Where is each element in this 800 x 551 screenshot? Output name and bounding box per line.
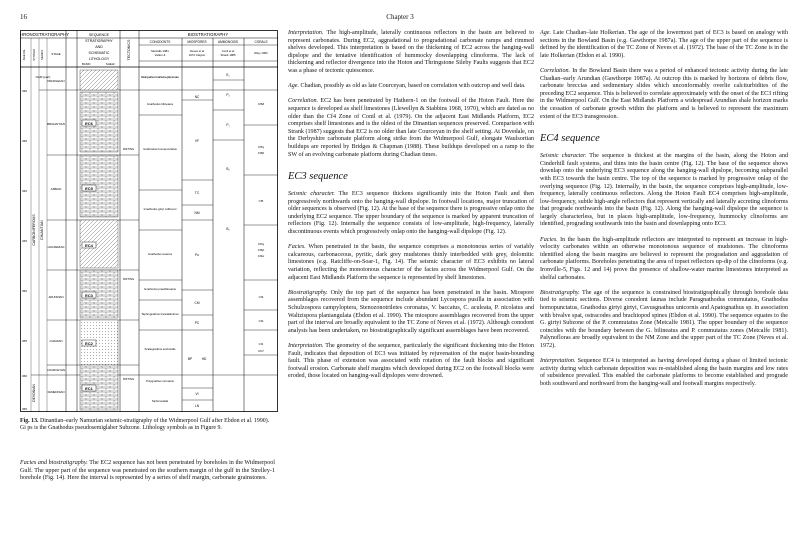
miospore-zone: Pu (195, 253, 199, 257)
col-corals: CORALS (254, 40, 268, 44)
para-label: Seismic character. (540, 153, 587, 160)
seq-ec1: EC1 (85, 386, 93, 391)
ammonoid-zone: B₂ (226, 167, 230, 171)
age-tick: 340 (22, 189, 28, 193)
col-sequence-title-4: SCHEMATIC (88, 51, 110, 55)
coral-zone: Cf6γ (257, 145, 265, 149)
paragraph: Chadian, possibly as old as late Courceyan, based on correlation with outcrop and well data. (300, 83, 526, 90)
conodont-zone: Taphrognathus transatlanticus (141, 312, 179, 316)
ref-conil: Conil et al (221, 49, 235, 53)
caption-text: Dinantian–early Namurian seismic-stratigraphy of the Widmerpool Gulf after Ebdon et al. 1990). Gi ps is the Gnathodus pseudosemiglaber Subzone. Lithology symbols as in Figure 9. (20, 418, 270, 432)
col-sequence-title-3: AND (95, 45, 103, 49)
stage-brigantian: BRIGANTIAN (47, 122, 65, 126)
para-label: Facies. (540, 236, 558, 243)
miospore-zone: NC (194, 95, 200, 99)
conodont-zone: Siphonodella (151, 399, 169, 403)
coral-zone: Cf6β (257, 151, 265, 155)
litho-namurian (80, 70, 118, 90)
coral-zone: Cf3 (258, 295, 264, 299)
tect-rifting: RIFTING (123, 147, 135, 151)
col-sequence-title: SEQUENCE (88, 33, 110, 37)
seq-ec2: EC2 (85, 341, 93, 346)
figure-caption (20, 418, 275, 432)
coral-zone: Cf1 (258, 342, 264, 346)
coral-zone: Cf4α (257, 254, 265, 258)
para-label: Correlation. (288, 98, 319, 105)
coral-zone: Cf4β (257, 248, 265, 252)
age-tick: 350 (22, 289, 28, 293)
shelf-label: SHELF (106, 62, 116, 66)
paragraph: Late Chadian–late Holkerian. The age of the lowermost part of EC3 is based on analogy with sections in the Bowland Basin (e.g. Gawthorpe 1987a). The age of the upper part of the sequence is defined by the identification of the TC Zone of Neves et al. (1972). The base of the TC Zone is in the late Holkerian (Ebdon et al. 1990). (540, 30, 789, 59)
system-devonian: DEVONIAN (32, 384, 36, 402)
para-label: Biostratigraphy. (540, 289, 580, 296)
ref-strank: Strank 1985 (220, 53, 236, 57)
para-label: Correlation. (540, 67, 571, 74)
miospore-zone: PC (194, 321, 200, 325)
ammonoid-zone: B₁ (226, 227, 230, 231)
series-dinantian: DINANTIAN (40, 220, 44, 240)
conodont-zone: Gnathodus praebilineatus (144, 287, 176, 291)
ref-clayton: 1972 Clayton (188, 53, 206, 57)
ammonoid-zone: P₁ (226, 123, 230, 127)
ref-varker: Varker & (154, 53, 166, 57)
stage-famennian: FAMENNIAN (47, 390, 65, 394)
stage-arundian: ARUNDIAN (48, 295, 64, 299)
paragraph: Only the top part of the sequence has been penetrated in the basin. Miospore assemblages recovered from the sequence include abundant Lycospora pusilla in association with Schulzospora campyloptera, Stenozonotriletes coronatus, V. baccatus, C. aculeata, P. nicolatus and Waltzispora planiangulata (Ebdon et al. 1990). The miospore assemblages recovered from the upper part of the interval are broadly equivalent to the TC Zone of Neves et al. (1972). Although conodont analysis has been undertaken, no biostratigraphically significant assemblages have been recovered. (288, 289, 534, 334)
para-label: Interpretation. (540, 358, 576, 365)
section-heading-ec3: EC3 sequence (288, 171, 348, 183)
paragraph: The geometry of the sequence, particularly the significant thickening into the Hoton Fault, indicates that deposition of EC3 was initiated by rejuvenation of the major basin-bounding fault. This phase of extension was associated with rotation of the fault blocks and significant footwall erosion. Carbonate shelf margins which developed during EC2 on the footwall blocks were eroded, those located on hanging-wall dipslopes were drowned. (288, 342, 534, 380)
col-miospores: MIOSPORES (187, 40, 207, 44)
caption-label: Fig. 13. (20, 418, 39, 424)
conodont-zone: Gnathodus homopunctatus (143, 147, 177, 151)
conodont-zone: Gnathodus texanus (147, 252, 173, 256)
miospore-zone: CM (194, 301, 200, 305)
para-label: Interpretation. (288, 342, 324, 349)
col-chronostratigraphy: CHRONOSTRATIGRAPHY (20, 32, 70, 37)
paragraph: The EC2 sequence has not been penetrated by boreholes in the Widmerpool Gulf. The upper part of the sequence was penetrated on the southern margin of the gulf in the Strelley-1 borehole (Fig. 14). Here the interval is represented by a series of shelf margin, carbonate grainstones. (20, 460, 275, 482)
paragraph: The high-amplitude, laterally continuous reflectors in the basin are believed to represent carbonates. During EC2, aggradational to progradational carbonate ramps and rimmed shelves developed. This interpretation is based on the thickening of EC2 across the hanging-wall dipslope and the tentative identification of hummocky downlapping clinoforms. The lack of thickening and reflector divergence into the Hoton and Thringstone Sileby Faults suggests that EC2 was a phase of tectonic quiescence. (288, 30, 534, 74)
para-label: Facies. (288, 244, 306, 251)
ammonoid-zone: E₁ (226, 73, 230, 77)
paragraph: Sequence EC4 is interpreted as having developed during a phase of limited tectonic activity during which carbonate deposition was re-established along the basin margins and low rates of subsidence prevailed. This enabled the carbonate platforms to become established and prograde both southward and northward from the hanging-wall and footwall margins respectively. (540, 358, 788, 387)
column-2-text (288, 30, 534, 389)
basin-label: BASIN (82, 62, 91, 66)
miospore-zone: LN (194, 404, 200, 408)
coral-zone: Cf4γ (257, 242, 265, 246)
col-tectonics: TECTONICS (127, 39, 131, 61)
stage-pendleian: PENDLEIAN (47, 79, 65, 83)
seq-ec4: EC4 (85, 243, 93, 248)
namurian-label: NAM (part) (35, 75, 51, 79)
col-sequence-title-2: STRATIGRAPHY (85, 39, 113, 43)
stage-asbian: ASBIAN (50, 187, 62, 191)
para-label: Interpretation. (288, 30, 324, 36)
para-label: Facies and biostratigraphy. (20, 460, 88, 466)
miospore-zone: TC (194, 191, 200, 195)
col-conodonts: CONODONTS (149, 40, 171, 44)
conodont-zone: Polygnathus inornatus (146, 379, 174, 383)
stage-courceyan: COURCEYAN (46, 368, 66, 372)
para-label: Age. (288, 83, 299, 90)
conodont-zone: Scaliognathus anchoralis (144, 347, 176, 351)
age-tick: 330 (22, 89, 28, 93)
miospore-zone: NM (194, 211, 200, 215)
section-heading-ec4: EC4 sequence (540, 133, 600, 145)
seq-ec6: EC6 (85, 121, 93, 126)
paragraph: When penetrated in the basin, the sequence comprises a monotonous series of variably calcareous, carbonaceous, pyritic, dark grey mudstones thinly interbedded with grey, dolomitic limestones (e.g. Ratcliffe-on-Soar-1, Fig. 14). The seismic character of EC3 exhibits no lateral variation, reflecting the monotonous character of the facies across the Widmerpool Gulf. On the adjacent East Midlands Platform the sequence is represented by shelf limestones. (288, 244, 535, 281)
seq-ec3: EC3 (85, 293, 93, 298)
system-carboniferous: CARBONIFEROUS (32, 214, 36, 246)
paragraph: The EC3 sequence thickens significantly into the Hoton Fault and then progressively northwards onto the hanging-wall dipslope. In footwall locations, major truncation of older sequences is observed (Fig. 12). At the base of the sequence there is progressive onlap onto the underlying EC2 sequence. The upper boundary of the sequence is marked by apparent truncation of reflectors (Fig. 12). Internally the sequence consists of low-amplitude, high-frequency, laterally discontinuous events which progressively onlap onto the hanging-wall dipslope (Fig. 12). (288, 191, 534, 236)
paragraph: In the basin the high-amplitude reflectors are interpreted to represent an increase in high-velocity carbonates within an otherwise monotonous sequence of mudstones. The clinoforms identified along the basin margins are believed to represent the progradation and aggradation of carbonate platforms. Boreholes penetrating the area of topset reflectors up-dip of the clinoforms (e.g. Ironville-5, Figs. 12 and 14) prove the presence of shallow-water marine limestones interpreted as shelfal carbonates. (540, 236, 788, 281)
para-label: Seismic character. (288, 191, 335, 198)
miospore-zone: BP (187, 357, 193, 361)
age-tick: 355 (22, 339, 28, 343)
col-sequence-title-5: LITHOLOGY (88, 57, 110, 61)
sub-system: SYSTEM (32, 49, 36, 61)
stratigraphy-figure (20, 30, 278, 412)
paragraph: In the Bowland Basin there was a period of enhanced tectonic activity during the late Chadian–early Arundian (Gawthorpe 1987a). At outcrop this is marked by horizons of debris flow, carbonate breccias and sedimentary slides which unconformably overlie calciturbidites of the preceding EC2 sequence. This is believed to correlate approximately with the onset of the EC3 rifting in the Widmerpool Gulf. On the East Midlands Platform a widespread Arundian shale horizon marks the cessation of carbonate growth within the platform and is believed to represent the maximum extent of the EC3 transgression. (540, 67, 788, 120)
paragraph: The age of the sequence is constrained biostratigraphically through borehole data tied to seismic sections. Diverse conodont faunas include Paragnathodus commutatus, Gnathodus homopunctatus, Gnathodus girtyi girtyi, Cavusgnathus unicornis and Apatognathus sp. in association with bivalve spat, ostracodes and brachiopod spines (Ebdon et al. 1990). The sequence equates to the G. girtyi Subzone of the P. commutatus Zone (Metcalfe 1981). The upper boundary of the sequence coincides with the boundary between the G. bilineatus and P. commutatus zones (Metcalfe 1981). Palynofloras are broadly equivalent to the NM Zone and the upper part of the TC Zone (Neves et al. 1972). (540, 289, 788, 349)
coral-zone: Cf5 (258, 199, 264, 203)
miospore-zone: VF (194, 139, 200, 143)
column-3-text (540, 30, 788, 396)
para-label: Age. (540, 30, 551, 36)
coral-zone: Cf6δ (257, 102, 265, 106)
col-biostratigraphy: BIOSTRATIGRAPHY (187, 32, 229, 37)
tect-rifting: RIFTING (123, 277, 135, 281)
coral-zone: Cf2 (258, 319, 264, 323)
sub-age: AGE Ma (22, 49, 26, 61)
sub-series: SERIES (40, 49, 44, 61)
conodont-zone: Kladognathus Gnathodus girtyi simplex (141, 75, 179, 79)
stage-holkerian: HOLKERIAN (47, 245, 65, 249)
age-tick: 360 (22, 374, 28, 378)
miospore-zone: VI (195, 392, 199, 396)
miospore-zone: HD (201, 357, 207, 361)
age-tick: 335 (22, 139, 28, 143)
para-label: Biostratigraphy. (288, 289, 328, 296)
ref-riley: Riley 1993 (254, 51, 268, 55)
column-1-text (20, 460, 275, 490)
ref-metcalfe: Metcalfe 1981 (151, 49, 169, 53)
conodont-zone: Gnathodus girtyi collinsoni (143, 207, 177, 211)
ammonoid-zone: P₂ (226, 93, 230, 97)
stage-chadian: CHADIAN (49, 339, 63, 343)
coral-zone: Cf1ᵞ (258, 349, 264, 353)
ref-neves: Neves et al (190, 49, 204, 53)
seq-ec5: EC5 (85, 186, 93, 191)
tect-rifting: RIFTING (123, 377, 135, 381)
col-ammonoids: AMMONOIDS (217, 40, 239, 44)
age-tick: 365 (22, 407, 28, 411)
page-number: 16 (20, 13, 27, 21)
running-title: Chapter 3 (386, 13, 414, 21)
paragraph: The sequence is thickest at the margins of the basin, along the Hoton and Cinderhill fault systems, and thins into the basin centre (Fig. 12). The base of the sequence shows downlap onto the underlying EC3 sequence along the hanging-wall dipslope, becoming subparallel with EC3 towards the basin centre. The top of the sequence is marked by progressive onlap of the overlying sequence (Fig. 12). Internally, in the basin, the sequence comprises high-amplitude, low-frequency, laterally continuous reflectors. Along the Hoton Fault EC4 comprises high-amplitude, low-frequency, subtle high-angle reflectors that represent vertically and laterally accreting clinoforms that prograde northwards into the basin (Fig. 12). Along the hanging-wall dipslope the sequence is largely characterless, but in places high-amplitude, low-frequency, hummocky clinoforms are identified, prograding southwards into the basin and downlapping onto EC3. (540, 153, 788, 228)
figure-chart (20, 30, 278, 412)
paragraph: EC2 has been penetrated by Hathern-1 on the footwall of the Hoton Fault. Here the sequence is developed as shelf limestones (Llewellyn & Stabbins 1968, 1970), which are dated as no older than the Cf4 Zone of Conil et al. (1979). On the adjacent East Midlands Platform, EC2 comprises shelf limestones and is the oldest of the Dinantian sequences preserved. Comparison with Strank (1987) suggests that EC2 is no older than late Courceyan in the shelf setting. At Dovedale, on the Derbyshire carbonate platform along strike from the Widmerpool Gulf, elongate Waulsortian buildups are reported by Bridges & Chapman (1988). These buildups developed on a ramp to the SW of an evolving carbonate platform during Chadian times. (288, 98, 534, 158)
age-tick: 345 (22, 239, 28, 243)
conodont-zone: Gnathodus bilineatus (146, 102, 174, 106)
sub-stage: STAGE (51, 52, 61, 56)
